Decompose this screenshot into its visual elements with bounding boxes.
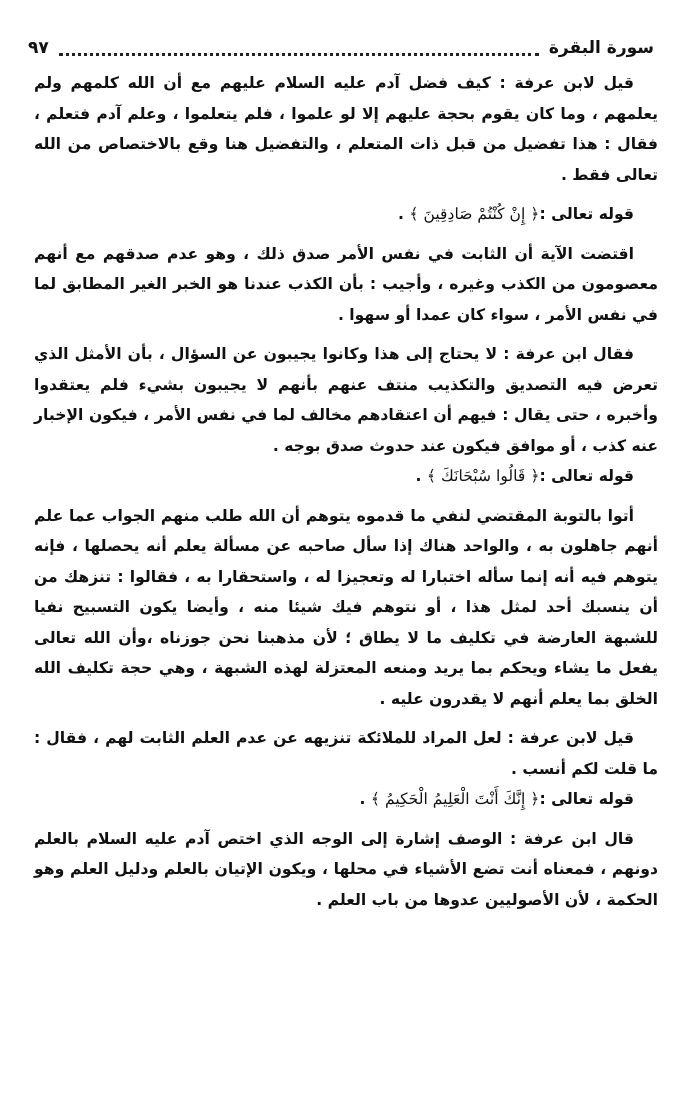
verse-prefix: قوله تعالى : (539, 790, 634, 808)
paragraph-2: اقتضت الآية أن الثابت في نفس الأمر صدق ذلك ، وهو عدم صدقهم مع أنهم معصومون من الكذب وغيره ، وأجيب : بأن الكذب عندنا هو الخبر الغير المطابق لما في نفس الأمر ، سواء كان عمدا أو سهوا . (34, 244, 658, 324)
verse-heading-2 (34, 461, 658, 492)
quran-quote: ﴿ قَالُوا سُبْحَانَكَ ﴾ (426, 467, 540, 485)
paragraph-6: قال ابن عرفة : الوصف إشارة إلى الوجه الذي اختص آدم عليه السلام بالعلم دونهم ، فمعناه أنت تضع الأشياء في محلها ، ويكون الإتيان بالعلم ودليل العلم وهو الحكمة ، لأن الأصوليين عدوها من باب العلم . (34, 829, 658, 909)
page-number: ٩٧ (28, 38, 49, 58)
paragraph-1: قيل لابن عرفة : كيف فضل آدم عليه السلام عليهم مع أن الله كلمهم ولم يعلمهم ، وما كان يقوم بحجة عليهم إلا لو علموا ، فلم يتعلموا ، وعلم آدم فتعلم ، فقال : هذا تفضيل من قبل ذات المتعلم ، والتفضيل هنا وقع بالاختصاص من الله تعالى فقط . (34, 74, 658, 184)
verse-heading-1 (34, 199, 658, 230)
quran-quote: ﴿ إِنَّكَ أَنْتَ الْعَلِيمُ الْحَكِيمُ ﴾ (370, 790, 540, 808)
verse-heading-3 (34, 784, 658, 815)
verse-suffix: . (415, 467, 427, 485)
page-body (34, 68, 658, 915)
page-header (28, 34, 654, 62)
surah-title: سورة البقرة (548, 38, 654, 58)
quran-quote: ﴿ إِنْ كُنْتُمْ صَادِقِينَ ﴾ (409, 205, 540, 223)
verse-suffix: . (359, 790, 371, 808)
paragraph-5: قيل لابن عرفة : لعل المراد للملائكة تنزيهه عن عدم العلم الثابت لهم ، فقال : ما قلت لكم أنسب . (34, 729, 658, 778)
paragraph-3: فقال ابن عرفة : لا يحتاج إلى هذا وكانوا يجيبون عن السؤال ، بأن الأمثل الذي تعرض فيه التصديق والتكذيب منتف عنهم بأنهم لا يجيبون بشيء فلم يعتقدوا وأخبره ، حتى يقال : فيهم أن اعتقادهم مخالف لما في نفس الأمر ، فيكون الإخبار عنه كذب ، أو موافق فيكون عند حدوث صدق بوجه . (34, 345, 658, 455)
header-dotted-rule (59, 53, 539, 56)
paragraph-4: أتوا بالتوبة المقتضي لنفي ما قدموه يتوهم أن الله طلب منهم الجواب عما علم أنهم جاهلون به ، والواحد هناك إذا سأل صاحبه عن مسألة يعلم أنه يحصلها ، فإنه يتوهم فيه أنه إنما سأله اختبارا له وتعجيزا له ، واستحقارا به ، فقالوا : تنزهك من أن ينسبك أحد لمثل هذا ، أو نتوهم فيك شيئا منه ، وأيضا يكون التسبيح نفيا للشبهة العارضة في تكليف ما لا يطاق ؛ لأن مذهبنا نحن جوزناه ،وأن الله تعالى يفعل ما يشاء ويحكم بما يريد ومنعه المعتزلة لهذه الشبهة ، وهي حجة تكليف الله الخلق بما يعلم أنهم لا يقدرون عليه . (34, 506, 658, 708)
verse-suffix: . (398, 205, 410, 223)
verse-prefix: قوله تعالى : (539, 205, 634, 223)
verse-prefix: قوله تعالى : (539, 467, 634, 485)
